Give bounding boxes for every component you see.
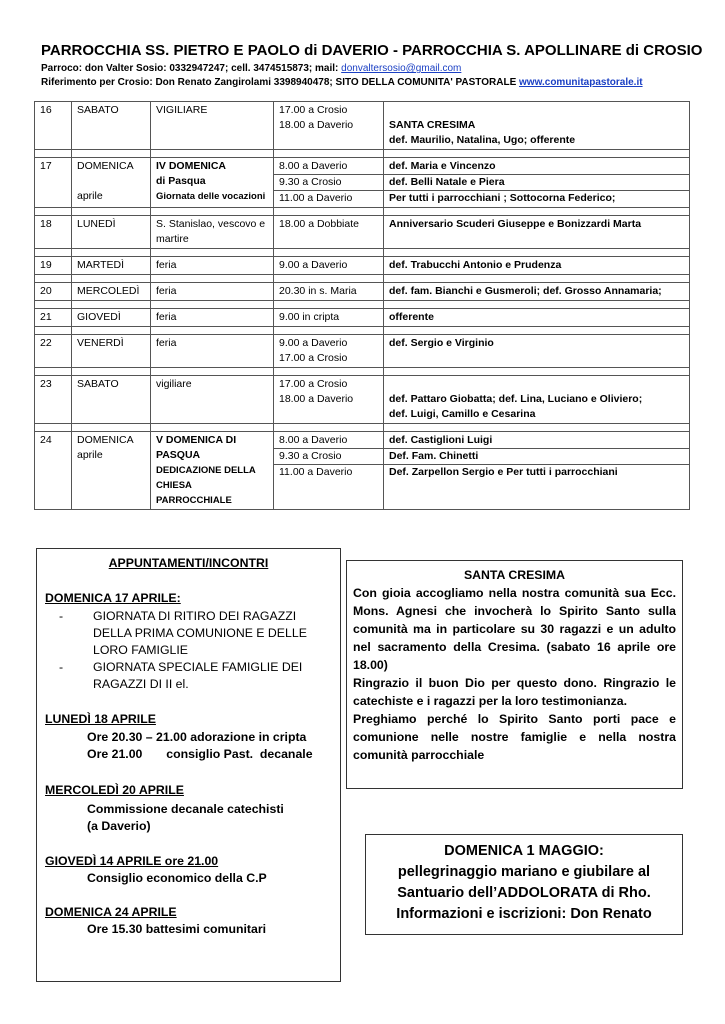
mass-times — [274, 283, 384, 301]
day-number — [35, 335, 72, 368]
cell-line: 24 — [40, 434, 52, 446]
liturgy — [151, 432, 274, 510]
row-spacer — [35, 327, 690, 335]
cell-line: 22 — [40, 337, 52, 349]
email-link[interactable]: donvaltersosio@gmail.com — [341, 63, 462, 74]
cell-line: feria — [156, 285, 177, 297]
cell-line: Giornata delle vocazioni — [156, 191, 266, 202]
cresima-paragraph: Preghiamo perché lo Spirito Santo porti pace e comunione nelle nostre famiglie e nella nostra comunità parrocchiale — [353, 712, 676, 762]
cell-line: aprile — [77, 190, 103, 202]
appuntamento-list — [45, 608, 332, 693]
cell-line: MERCOLEDÌ — [77, 285, 140, 297]
mass-times — [274, 257, 384, 275]
table-row — [35, 283, 690, 301]
table-row — [35, 432, 690, 510]
cell-line: VENERDÌ — [77, 337, 124, 349]
table-row — [35, 309, 690, 327]
liturgy — [151, 257, 274, 275]
cell-line: PASQUA — [156, 449, 201, 461]
appuntamento-text: Commissione decanale catechisti — [87, 802, 284, 816]
table-row — [35, 335, 690, 368]
day-number — [35, 102, 72, 150]
cell-line: feria — [156, 337, 177, 349]
mass-times — [274, 376, 384, 424]
cell-line: 18.00 a Dobbiate — [279, 218, 359, 230]
pellegrinaggio-line: pellegrinaggio mariano e giubilare al — [397, 864, 651, 880]
cell-line: vigiliare — [156, 378, 192, 390]
appuntamento-text: Ore 20.30 – 21.00 adorazione in cripta — [87, 730, 307, 744]
intentions — [384, 309, 690, 327]
cell-line: def. fam. Bianchi e Gusmeroli; def. Grosso Annamaria; — [389, 285, 662, 297]
cell-line: 11.00 a Daverio — [274, 190, 383, 206]
mass-times — [274, 158, 384, 208]
row-spacer — [35, 208, 690, 216]
pellegrinaggio-line: Santuario dell’ADDOLORATA di Rho. — [397, 885, 651, 901]
row-spacer — [35, 424, 690, 432]
cell-line: SANTA CRESIMA — [389, 119, 476, 131]
pellegrinaggio-line: Informazioni e iscrizioni: Don Renato — [396, 906, 652, 922]
cell-line: SABATO — [77, 104, 119, 116]
cell-line: feria — [156, 259, 177, 271]
cell-line: Def. Zarpellon Sergio e Per tutti i parrocchiani — [384, 464, 689, 480]
cell-line: 11.00 a Daverio — [274, 464, 383, 480]
day-number — [35, 376, 72, 424]
cell-line: def. Castiglioni Luigi — [389, 434, 493, 446]
cresima-paragraph: Ringrazio il buon Dio per questo dono. Ringrazio le catechiste e i ragazzi per la loro testimonianza. — [353, 676, 676, 708]
cell-line: Anniversario Scuderi Giuseppe e Bonizzardi Marta — [389, 218, 642, 230]
appuntamento-text: Consiglio economico della C.P — [87, 871, 267, 885]
cell-line: 9.00 a Daverio — [279, 337, 348, 349]
cell-line: def. Belli Natale e Piera — [384, 174, 689, 190]
cell-line: def. Maria e Vincenzo — [389, 160, 496, 172]
appuntamento-heading: DOMENICA 17 APRILE: — [45, 591, 181, 605]
mass-times — [274, 216, 384, 249]
row-spacer — [35, 301, 690, 309]
cell-line: 18.00 a Daverio — [279, 119, 354, 131]
cell-line: 8.00 a Daverio — [279, 160, 348, 172]
cell-line: martire — [156, 233, 189, 245]
appuntamenti-title: APPUNTAMENTI/INCONTRI — [108, 556, 269, 570]
cell-line — [77, 174, 145, 189]
crosio-line — [41, 77, 643, 88]
cell-line: 23 — [40, 378, 52, 390]
cell-line: 8.00 a Daverio — [279, 434, 348, 446]
cell-line: VIGILIARE — [156, 104, 208, 116]
cell-line: DOMENICA — [77, 160, 134, 172]
cell-line — [389, 103, 684, 118]
cell-line: 17.00 a Crosio — [279, 352, 348, 364]
mass-times — [274, 335, 384, 368]
cell-line: 19 — [40, 259, 52, 271]
liturgy — [151, 376, 274, 424]
cell-line: SABATO — [77, 378, 119, 390]
intentions — [384, 216, 690, 249]
cell-line: LUNEDÌ — [77, 218, 116, 230]
cell-line: 9.30 a Crosio — [274, 448, 383, 464]
row-spacer — [35, 249, 690, 257]
cell-line: def. Maurilio, Natalina, Ugo; offerente — [389, 134, 576, 146]
intentions — [384, 283, 690, 301]
page-title: PARROCCHIA SS. PIETRO E PAOLO di DAVERIO - PARROCCHIA S. APOLLINARE di CROSIO — [41, 42, 703, 59]
cell-line: 18 — [40, 218, 52, 230]
row-spacer — [35, 275, 690, 283]
weekday — [72, 283, 151, 301]
intentions — [384, 432, 690, 510]
intentions — [384, 376, 690, 424]
list-item: - GIORNATA SPECIALE FAMIGLIE DEI RAGAZZI DI II el. — [59, 660, 303, 691]
table-row — [35, 102, 690, 150]
cell-line: 9.30 a Crosio — [274, 174, 383, 190]
weekday — [72, 158, 151, 208]
weekday — [72, 309, 151, 327]
cell-line: 16 — [40, 104, 52, 116]
pellegrinaggio-box — [365, 834, 683, 935]
appuntamento-heading: GIOVEDÌ 14 APRILE ore 21.00 — [45, 854, 219, 868]
day-number — [35, 257, 72, 275]
cell-line: DEDICAZIONE DELLA — [156, 465, 256, 476]
cell-line: 17.00 a Crosio — [279, 104, 348, 116]
row-spacer — [35, 368, 690, 376]
pellegrinaggio-line: DOMENICA 1 MAGGIO: — [444, 843, 604, 859]
day-number — [35, 309, 72, 327]
day-number — [35, 216, 72, 249]
cell-line: def. Luigi, Camillo e Cesarina — [389, 408, 536, 420]
cell-line: DOMENICA — [77, 434, 134, 446]
mass-times — [274, 309, 384, 327]
appuntamento-text: Ore 15.30 battesimi comunitari — [87, 922, 267, 936]
appuntamento-heading: MERCOLEDÌ 20 APRILE — [45, 783, 184, 797]
row-spacer — [35, 150, 690, 158]
parroco-text: Parroco: don Valter Sosio: 0332947247; cell. 3474515873; mail: — [41, 63, 339, 74]
cell-line: MARTEDÌ — [77, 259, 125, 271]
table-row — [35, 216, 690, 249]
liturgy — [151, 158, 274, 208]
liturgy — [151, 283, 274, 301]
liturgy — [151, 216, 274, 249]
weekday — [72, 376, 151, 424]
intentions — [384, 257, 690, 275]
cell-line: 17.00 a Crosio — [279, 378, 348, 390]
weekday — [72, 432, 151, 510]
table-row — [35, 158, 690, 208]
cell-line: aprile — [77, 449, 103, 461]
cell-line: def. Trabucchi Antonio e Prudenza — [389, 259, 562, 271]
cell-line: V DOMENICA DI — [156, 434, 237, 446]
day-number — [35, 158, 72, 208]
cell-line: def. Pattaro Giobatta; def. Lina, Luciano e Oliviero; — [389, 393, 643, 405]
liturgy — [151, 102, 274, 150]
weekday — [72, 257, 151, 275]
cell-line: offerente — [389, 311, 434, 323]
liturgy — [151, 335, 274, 368]
cell-line: di Pasqua — [156, 175, 206, 187]
table-row — [35, 257, 690, 275]
cell-line: 17 — [40, 160, 52, 172]
intentions — [384, 158, 690, 208]
cell-line — [389, 377, 684, 392]
appuntamento-text: (a Daverio) — [87, 819, 151, 833]
weekday — [72, 335, 151, 368]
cresima-title: SANTA CRESIMA — [463, 568, 566, 582]
appuntamento-text: Ore 21.00 consiglio Past. decanale — [87, 747, 313, 761]
cell-line: S. Stanislao, vescovo e — [156, 218, 266, 230]
cell-line: CHIESA PARROCCHIALE — [156, 480, 232, 506]
cresima-box — [346, 560, 683, 789]
cell-line: 20 — [40, 285, 52, 297]
appuntamenti-box — [36, 548, 341, 982]
table-row — [35, 376, 690, 424]
cell-line: feria — [156, 311, 177, 323]
day-number — [35, 283, 72, 301]
cell-line: Def. Fam. Chinetti — [384, 448, 689, 464]
cell-line: IV DOMENICA — [156, 160, 227, 172]
cell-line: 9.00 a Daverio — [279, 259, 348, 271]
liturgy — [151, 309, 274, 327]
crosio-text: Riferimento per Crosio: Don Renato Zangirolami 3398940478; SITO DELLA COMUNITA' PASTORALE — [41, 77, 517, 88]
weekday — [72, 216, 151, 249]
cell-line: GIOVEDÌ — [77, 311, 121, 323]
cell-line: 21 — [40, 311, 52, 323]
cell-line: 20.30 in s. Maria — [279, 285, 357, 297]
mass-times — [274, 102, 384, 150]
parroco-line — [41, 63, 461, 74]
cell-line: Per tutti i parrocchiani ; Sottocorna Federico; — [384, 190, 689, 206]
schedule-table — [34, 101, 690, 510]
appuntamento-heading: DOMENICA 24 APRILE — [45, 905, 177, 919]
cell-line: 18.00 a Daverio — [279, 393, 354, 405]
list-item: - GIORNATA DI RITIRO DEI RAGAZZI DELLA PRIMA COMUNIONE E DELLE LORO FAMIGLIE — [59, 609, 307, 657]
day-number — [35, 432, 72, 510]
cresima-paragraph: Con gioia accogliamo nella nostra comunità sua Ecc. Mons. Agnesi che invocherà lo Spirito Santo sulla comunità ma in particolare su 30 ragazzi e un adulto nel sacramento della Cresima. (sabato 16 aprile ore 18.00) — [353, 586, 676, 672]
intentions — [384, 335, 690, 368]
appuntamento-heading: LUNEDÌ 18 APRILE — [45, 712, 156, 726]
website-link[interactable]: www.comunitapastorale.it — [519, 77, 643, 88]
mass-times — [274, 432, 384, 510]
intentions — [384, 102, 690, 150]
weekday — [72, 102, 151, 150]
cell-line: def. Sergio e Virginio — [389, 337, 494, 349]
cell-line: 9.00 in cripta — [279, 311, 340, 323]
